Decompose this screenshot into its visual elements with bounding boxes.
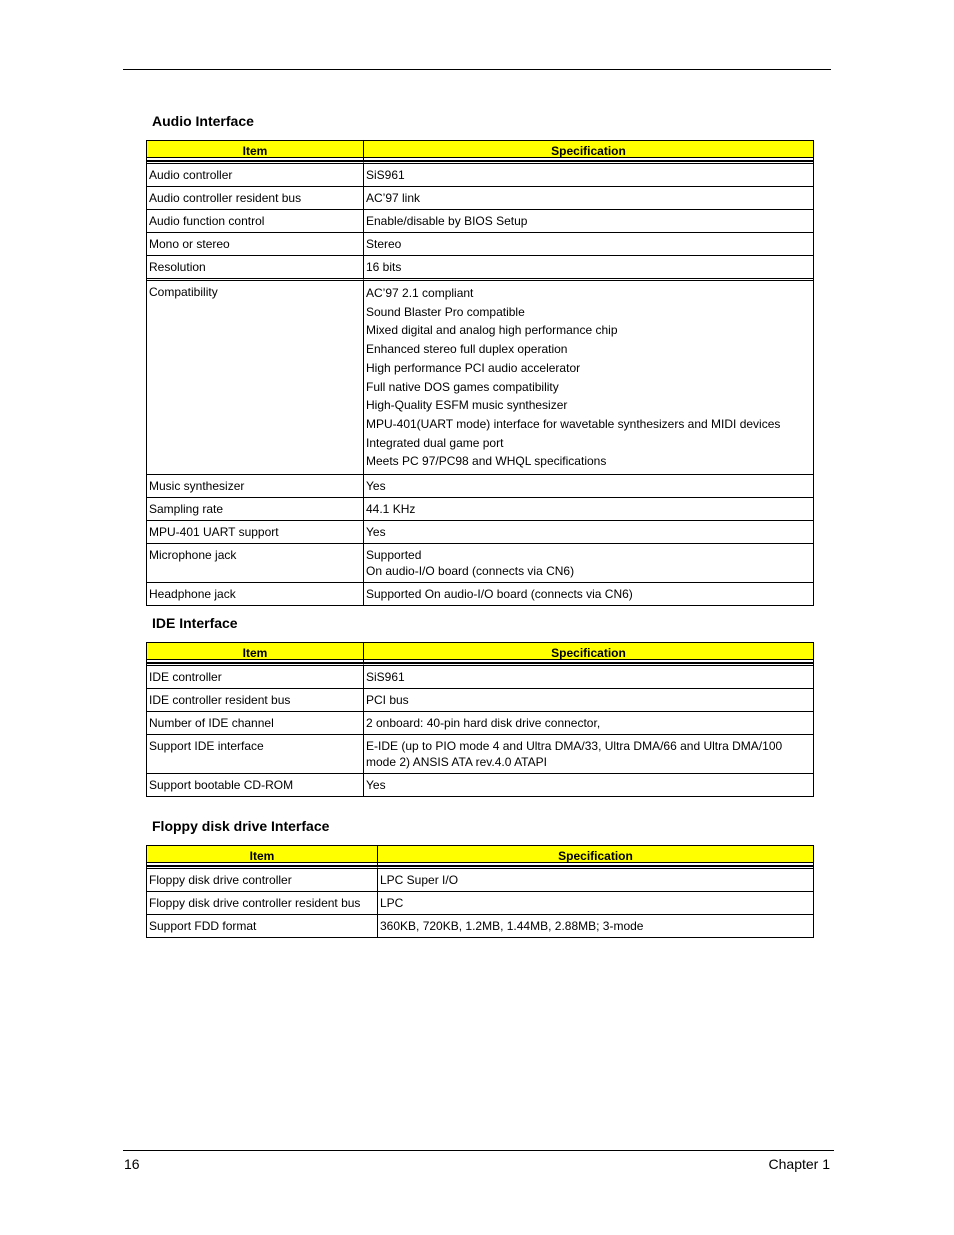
audio-table <box>146 140 814 606</box>
spec-line: Full native DOS games compatibility <box>366 379 559 394</box>
audio-section <box>146 112 814 606</box>
floppy-table <box>146 845 814 938</box>
spec-cell: SiS961 <box>364 663 813 688</box>
table-header-row <box>147 141 813 161</box>
item-cell: Compatibility <box>147 278 364 474</box>
table-row <box>147 711 813 734</box>
table-row <box>147 543 813 582</box>
item-cell: Microphone jack <box>147 543 364 582</box>
spec-cell: Yes <box>364 474 813 497</box>
spec-cell: E-IDE (up to PIO mode 4 and Ultra DMA/33, Ultra DMA/66 and Ultra DMA/100 mode 2) ANSIS ATA rev.4.0 ATAPI <box>364 734 813 773</box>
item-cell: IDE controller resident bus <box>147 688 364 711</box>
footer-rule <box>123 1150 834 1151</box>
spec-line: AC’97 2.1 compliant <box>366 286 474 300</box>
spec-line: MPU-401(UART mode) interface for wavetable synthesizers and MIDI devices <box>366 416 781 431</box>
spec-line: Sound Blaster Pro compatible <box>366 304 525 319</box>
table-row <box>147 161 813 186</box>
spec-cell: 16 bits <box>364 255 813 278</box>
table-row <box>147 255 813 278</box>
floppy-section-title: Floppy disk drive Interface <box>152 818 330 834</box>
spec-cell <box>364 543 813 582</box>
spec-cell: Yes <box>364 520 813 543</box>
table-row <box>147 866 813 891</box>
spec-cell: PCI bus <box>364 688 813 711</box>
item-cell: Music synthesizer <box>147 474 364 497</box>
spec-line: On audio-I/O board (connects via CN6) <box>366 564 575 579</box>
table-row <box>147 914 813 937</box>
table-row <box>147 209 813 232</box>
spec-cell: Supported On audio-I/O board (connects via CN6) <box>364 582 813 605</box>
ide-section-title: IDE Interface <box>152 615 238 631</box>
spec-line: High performance PCI audio accelerator <box>366 360 581 375</box>
page-number: 16 <box>124 1156 140 1172</box>
table-row <box>147 734 813 773</box>
table-row <box>147 582 813 605</box>
spec-line: High-Quality ESFM music synthesizer <box>366 398 568 413</box>
spec-cell: Stereo <box>364 232 813 255</box>
spec-line: Mixed digital and analog high performance chip <box>366 323 618 338</box>
spec-cell: Enable/disable by BIOS Setup <box>364 209 813 232</box>
table-header-row <box>147 643 813 663</box>
spec-cell: SiS961 <box>364 161 813 186</box>
table-row <box>147 186 813 209</box>
spec-line: Supported <box>366 548 422 563</box>
table-row <box>147 891 813 914</box>
spec-cell <box>364 278 813 474</box>
column-header-item: Item <box>147 846 378 866</box>
spec-line: Integrated dual game port <box>366 435 504 450</box>
chapter-label: Chapter 1 <box>768 1156 830 1172</box>
spec-line: Meets PC 97/PC98 and WHQL specifications <box>366 454 607 469</box>
item-cell: Sampling rate <box>147 497 364 520</box>
item-cell: Audio function control <box>147 209 364 232</box>
table-row <box>147 663 813 688</box>
spec-cell: LPC Super I/O <box>378 866 813 891</box>
column-header-specification: Specification <box>378 846 813 866</box>
item-cell: MPU-401 UART support <box>147 520 364 543</box>
column-header-specification: Specification <box>364 141 813 161</box>
table-row <box>147 278 813 474</box>
spec-cell: 360KB, 720KB, 1.2MB, 1.44MB, 2.88MB; 3-mode <box>378 914 813 937</box>
table-row <box>147 773 813 796</box>
spec-cell: Yes <box>364 773 813 796</box>
table-row <box>147 497 813 520</box>
floppy-section <box>146 817 814 938</box>
item-cell: Headphone jack <box>147 582 364 605</box>
item-cell: Audio controller <box>147 161 364 186</box>
header-rule <box>123 69 831 70</box>
table-row <box>147 232 813 255</box>
spec-cell: AC’97 link <box>364 186 813 209</box>
item-cell: Support IDE interface <box>147 734 364 773</box>
item-cell: Audio controller resident bus <box>147 186 364 209</box>
audio-section-title: Audio Interface <box>152 113 254 129</box>
spec-cell: 2 onboard: 40-pin hard disk drive connector, <box>364 711 813 734</box>
spec-cell: LPC <box>378 891 813 914</box>
item-cell: IDE controller <box>147 663 364 688</box>
spec-cell: 44.1 KHz <box>364 497 813 520</box>
item-cell: Support bootable CD-ROM <box>147 773 364 796</box>
ide-section <box>146 614 814 797</box>
spec-line: Enhanced stereo full duplex operation <box>366 342 568 357</box>
item-cell: Resolution <box>147 255 364 278</box>
table-row <box>147 520 813 543</box>
item-cell: Number of IDE channel <box>147 711 364 734</box>
item-cell: Support FDD format <box>147 914 378 937</box>
column-header-item: Item <box>147 141 364 161</box>
table-row <box>147 688 813 711</box>
table-header-row <box>147 846 813 866</box>
column-header-specification: Specification <box>364 643 813 663</box>
item-cell: Floppy disk drive controller resident bus <box>147 891 378 914</box>
item-cell: Mono or stereo <box>147 232 364 255</box>
ide-table <box>146 642 814 797</box>
table-row <box>147 474 813 497</box>
column-header-item: Item <box>147 643 364 663</box>
item-cell: Floppy disk drive controller <box>147 866 378 891</box>
